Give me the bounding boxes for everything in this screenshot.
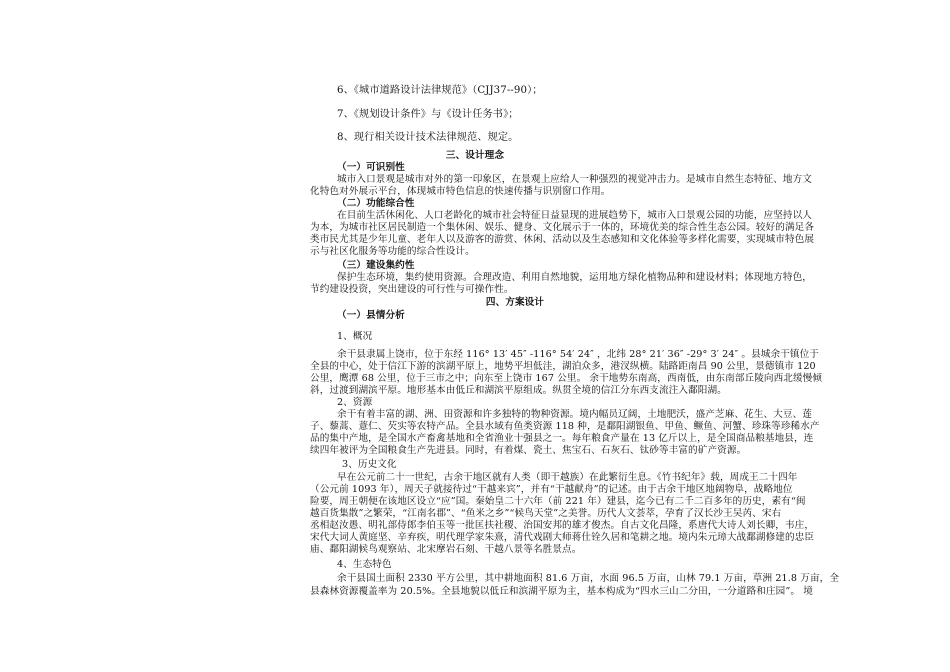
paragraph-line: 续四年被评为全国粮食生产先进县。同时，有着煤、瓷土、焦宝石、石灰石、钛砂等丰富的矿产资源。 (310, 445, 747, 456)
paragraph-line: 在目前生活休闲化、人口老龄化的城市社会特征日益显现的进展趋势下，城市入口景观公园的功能，应坚持以人 (337, 210, 812, 221)
heading-history: 3、历史文化 (342, 459, 397, 470)
heading-ecology: 4、生态特色 (337, 559, 392, 570)
list-item-7: 7、《规划设计条件》与《设计任务书》； (337, 109, 519, 120)
paragraph-line: 丞相赵汝愚、明礼部侍郎李伯玉等一批匡扶社稷、治国安邦的雄才俊杰。自古文化昌隆，系唐代大诗人刘长卿，韦庄， (310, 520, 815, 531)
heading-overview: 1、概况 (337, 331, 373, 342)
paragraph-line: 节约建设投资，突出建设的可行性与可操作性。 (310, 284, 514, 295)
paragraph-line: 城市入口景观是城市对外的第一印象区，在景观上应给人一种强烈的视觉冲击力。是城市自然生态特征、地方文 (337, 174, 812, 185)
paragraph-line: 越百货集散”之繁荣，“江南名郡”、“鱼米之乡”“候鸟天堂”之美誉。历代人文荟萃，孕育了汉长沙王吴芮、宋右 (310, 508, 782, 519)
paragraph-line: 庙、鄱阳湖候鸟观察站、北宋摩岩石刻、干越八景等名胜景点。 (310, 544, 582, 555)
paragraph-line: 公里，鹰潭 68 公里，位于三市之中；向东至上饶市 167 公里。 余干地势东南高，西南低，由东南部丘陵向西北缓慢倾 (310, 373, 823, 384)
list-item-8: 8、现行相关设计技术法律规范、规定。 (337, 132, 519, 143)
heading-resources: 2、资源 (337, 397, 373, 408)
paragraph-line: 类市民尤其是少年儿童、老年人以及游客的游赏、休闲、活动以及生态感知和文化体验等多样化需要，实现城市特色展 (310, 234, 815, 245)
paragraph-line: 为本，为城市社区居民制造一个集休闲、娱乐、健身、文化展示于一体的，环境优美的综合性生态公园。较好的满足各 (310, 222, 815, 233)
subsection-title: （二）功能综合性 (337, 198, 415, 209)
paragraph-line: 斜，过渡到湖滨平原。地形基本由低丘和湖滨平原组成。纵贯全境的信江分东西支流注入鄱阳湖。 (310, 385, 727, 396)
paragraph-line: 品的集中产地，是全国水产畜禽基地和全省渔业十强县之一。每年粮食产量在 13 亿斤以上，是全国商品粮基地县，连 (310, 433, 814, 444)
list-item-6: 6、《城市道路设计法律规范》（CJJ37--90）； (337, 85, 543, 96)
paragraph-line: 险要，周王朝便在该地区设立“应”国。秦始皇二十六年（前 221 年）建县，迄今已有二千二百多年的历史，素有“闽 (310, 496, 806, 507)
paragraph-line: 化特色对外展示平台，体现城市特色信息的快速传播与识别窗口作用。 (310, 186, 611, 197)
paragraph-line: （公元前 1093 年），周天子就接待过“干越来宾”，并有“干越献舟”的记述。由于古余干地区地阔物阜，战略地位 (310, 484, 793, 495)
paragraph-line: 示与社区化服务等功能的综合性设计。 (310, 246, 475, 257)
paragraph-line: 余干县国土面积 2330 平方公里，其中耕地面积 81.6 万亩，水面 96.5 万亩，山林 79.1 万亩，草洲 21.8 万亩，全 (337, 573, 840, 584)
section-4-title: 四、方案设计 (485, 297, 545, 308)
subsection-title: （一）可识别性 (337, 162, 405, 173)
paragraph-line: 余干县隶属上饶市，位于东经 116° 13′ 45″ -116° 54′ 24″ ，北纬 28° 21′ 36″ -29° 3′ 24″ 。县城余干镇位于 (337, 349, 819, 360)
paragraph-line: 保护生态环境，集约使用资源。合理改造、利用自然地貌，运用地方绿化植物品种和建设材料；体现地方特色， (337, 272, 812, 283)
subsection-title: （三）建设集约性 (337, 260, 415, 271)
paragraph-line: 子、藜蒿、薏仁、芡实等农特产品。全县水域有鱼类资源 118 种，是鄱阳湖银鱼、甲鱼、鳜鱼、河蟹、珍珠等珍稀水产 (310, 421, 820, 432)
subsection-title: （一）县情分析 (337, 310, 405, 321)
paragraph-line: 余干有着丰富的湖、洲、田资源和许多独特的物种资源。境内幅员辽阔，土地肥沃，盛产芝麻、花生、大豆、莲 (337, 409, 812, 420)
paragraph-line: 全县的中心，处于信江下游的滨湖平原上，地势平坦低洼，湖泊众多，港汊纵横。陆路距南昌 90 公里，景德镇市 120 (310, 361, 816, 372)
section-3-title: 三、设计理念 (445, 150, 505, 161)
paragraph-line: 早在公元前二十一世纪，古余干地区就有人类（即干越族）在此繁衍生息。《竹书纪年》载，周成王二十四年 (337, 472, 798, 483)
paragraph-line: 县森林资源覆盖率为 20.5%。全县地貌以低丘和滨湖平原为主，基本构成为“四水三山二分田，一分道路和庄园”。 境 (310, 586, 813, 597)
paragraph-line: 宋代大词人黄庭坚、辛弃疾，明代理学家朱熹，清代戏剧大师蒋仕铨久居和笔耕之地。境内朱元璋大战鄱湖修建的忠臣 (310, 532, 815, 543)
